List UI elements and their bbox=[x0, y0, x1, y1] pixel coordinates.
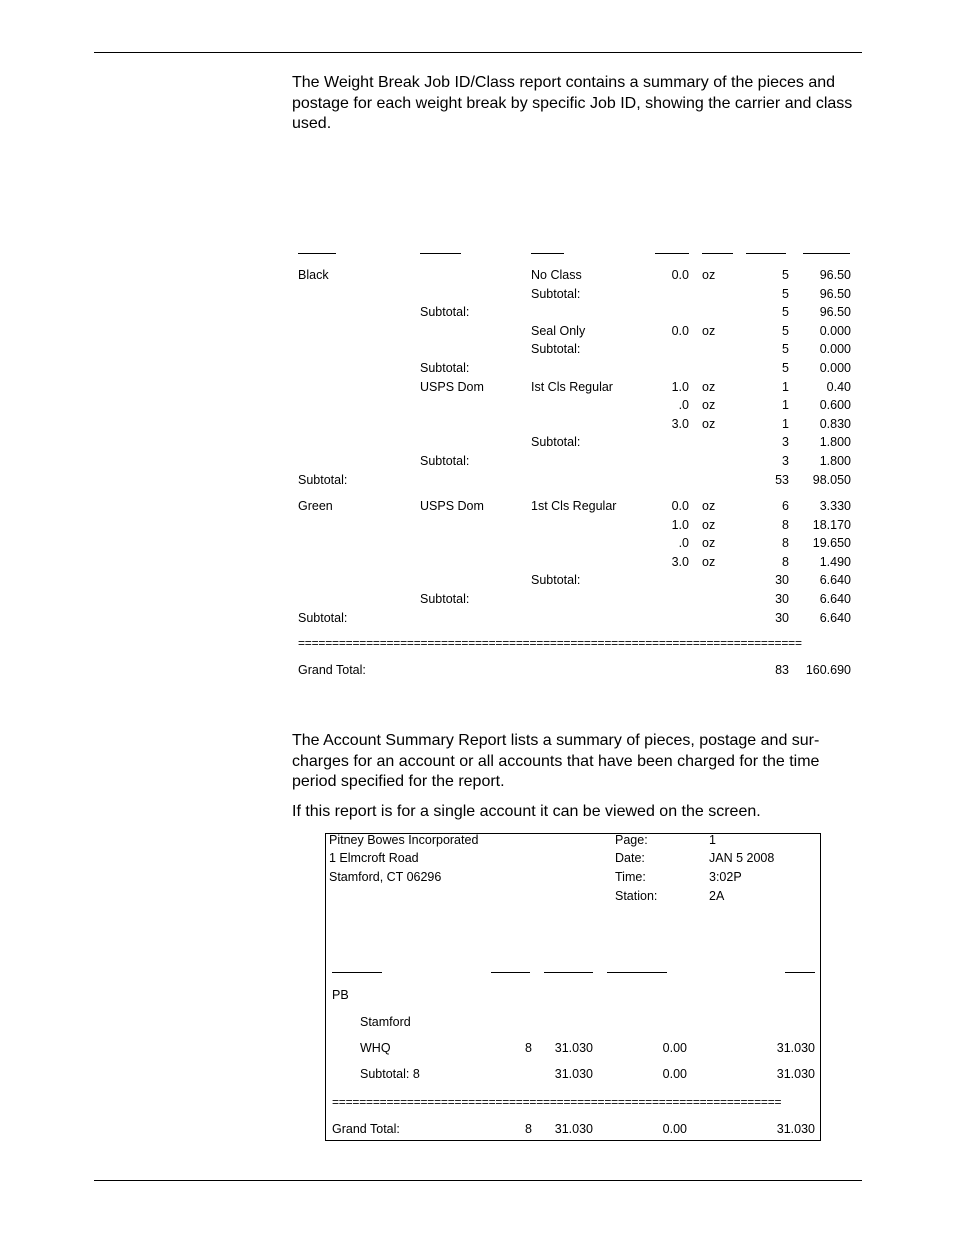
report-cell-pcs: 5 bbox=[782, 287, 789, 301]
time-value: 3:02P bbox=[709, 870, 742, 884]
report-cell-amt: 0.000 bbox=[819, 361, 851, 375]
grand-total-pieces: 8 bbox=[525, 1122, 532, 1136]
column-underline bbox=[803, 253, 850, 254]
report-separator: ========================================================================== bbox=[298, 636, 802, 650]
report-cell-amt: 0.000 bbox=[819, 342, 851, 356]
report-cell-amt: 6.640 bbox=[819, 611, 851, 625]
report-cell-pcs: 8 bbox=[782, 518, 789, 532]
report-cell-c2: Subtotal: bbox=[420, 454, 470, 468]
report-cell-amt: 0.000 bbox=[819, 324, 851, 338]
report-cell-pcs: 5 bbox=[782, 361, 789, 375]
report-cell-pcs: 53 bbox=[775, 473, 789, 487]
column-underline bbox=[746, 253, 786, 254]
report-cell-wt: 1.0 bbox=[671, 380, 689, 394]
report-cell-unit: oz bbox=[702, 380, 716, 394]
report-cell-pcs: 5 bbox=[782, 324, 789, 338]
report-cell-c3: No Class bbox=[531, 268, 582, 282]
report-cell-unit: oz bbox=[702, 398, 716, 412]
bottom-rule bbox=[94, 1180, 862, 1181]
report-cell-pcs: 1 bbox=[782, 417, 789, 431]
report-cell-pcs: 3 bbox=[782, 454, 789, 468]
station-value: 2A bbox=[709, 889, 725, 903]
single-account-paragraph: If this report is for a single account it can be viewed on the screen. bbox=[292, 803, 761, 820]
grand-total-label: Grand Total: bbox=[298, 663, 366, 677]
grand-total-label: Grand Total: bbox=[332, 1122, 400, 1136]
report-cell-c3: Subtotal: bbox=[531, 287, 581, 301]
report-cell-c2: USPS Dom bbox=[420, 499, 484, 513]
column-underline bbox=[655, 253, 689, 254]
report-cell-unit: oz bbox=[702, 499, 716, 513]
column-underline bbox=[491, 972, 530, 973]
report-cell-pcs: 8 bbox=[782, 555, 789, 569]
grand-total-postage: 31.030 bbox=[554, 1122, 593, 1136]
subtotal-total: 31.030 bbox=[776, 1067, 815, 1081]
report-cell-c2: Subtotal: bbox=[420, 305, 470, 319]
report-cell-amt: 0.600 bbox=[819, 398, 851, 412]
report-cell-amt: 19.650 bbox=[812, 536, 851, 550]
column-underline bbox=[607, 972, 667, 973]
report-cell-pcs: 5 bbox=[782, 305, 789, 319]
report-cell-pcs: 30 bbox=[775, 611, 789, 625]
report-cell-amt: 96.50 bbox=[819, 287, 851, 301]
report-cell-c2: USPS Dom bbox=[420, 380, 484, 394]
report-cell-c2: Subtotal: bbox=[420, 592, 470, 606]
company-name: Pitney Bowes Incorporated bbox=[329, 833, 479, 847]
report-cell-unit: oz bbox=[702, 324, 716, 338]
report-cell-pcs: 1 bbox=[782, 398, 789, 412]
report-cell-c3: Subtotal: bbox=[531, 342, 581, 356]
report-cell-amt: 6.640 bbox=[819, 573, 851, 587]
report-cell-c2: Subtotal: bbox=[420, 361, 470, 375]
row-postage: 31.030 bbox=[554, 1041, 593, 1055]
report-cell-c3: 1st Cls Regular bbox=[531, 499, 617, 513]
address-line-2: Stamford, CT 06296 bbox=[329, 870, 442, 884]
date-label: Date: bbox=[615, 851, 645, 865]
report-cell-unit: oz bbox=[702, 555, 716, 569]
report-cell-c3: Ist Cls Regular bbox=[531, 380, 613, 394]
report-cell-amt: 96.50 bbox=[819, 305, 851, 319]
report-cell-amt: 6.640 bbox=[819, 592, 851, 606]
subtotal-surcharge: 0.00 bbox=[662, 1067, 687, 1081]
report-cell-pcs: 30 bbox=[775, 573, 789, 587]
report-cell-amt: 1.800 bbox=[819, 435, 851, 449]
report-cell-amt: 96.50 bbox=[819, 268, 851, 282]
column-underline bbox=[420, 253, 461, 254]
column-underline bbox=[298, 253, 336, 254]
column-underline bbox=[785, 972, 815, 973]
row-pieces: 8 bbox=[525, 1041, 532, 1055]
report-cell-pcs: 8 bbox=[782, 536, 789, 550]
grand-total-surcharge: 0.00 bbox=[662, 1122, 687, 1136]
report-cell-c1: Green bbox=[298, 499, 333, 513]
account-name: PB bbox=[332, 988, 349, 1002]
report-cell-amt: 98.050 bbox=[812, 473, 851, 487]
report-cell-wt: 3.0 bbox=[671, 417, 689, 431]
report-separator: ================================================================== bbox=[332, 1095, 782, 1109]
column-underline bbox=[531, 253, 564, 254]
intro-paragraph: The Weight Break Job ID/Class report contains a summary of the pieces and postage for each weight break by specific Job ID, showing the carrier and class used. bbox=[292, 74, 853, 132]
report-cell-pcs: 1 bbox=[782, 380, 789, 394]
account-summary-paragraph: The Account Summary Report lists a summary of pieces, postage and sur-charges for an account or all accounts that have been charged for the time period specified for the report. bbox=[292, 732, 820, 790]
report-cell-wt: 1.0 bbox=[671, 518, 689, 532]
report-cell-unit: oz bbox=[702, 536, 716, 550]
report-cell-amt: 0.830 bbox=[819, 417, 851, 431]
report-cell-amt: 3.330 bbox=[819, 499, 851, 513]
report-cell-wt: 0.0 bbox=[671, 324, 689, 338]
report-cell-wt: 0.0 bbox=[671, 268, 689, 282]
report-cell-amt: 1.490 bbox=[819, 555, 851, 569]
report-cell-pcs: 5 bbox=[782, 342, 789, 356]
report-cell-pcs: 5 bbox=[782, 268, 789, 282]
page-value: 1 bbox=[709, 833, 716, 847]
top-rule bbox=[94, 52, 862, 53]
report-cell-pcs: 6 bbox=[782, 499, 789, 513]
address-line-1: 1 Elmcroft Road bbox=[329, 851, 419, 865]
report-cell-unit: oz bbox=[702, 268, 716, 282]
report-cell-c1: Black bbox=[298, 268, 329, 282]
report-cell-wt: 0.0 bbox=[671, 499, 689, 513]
report-cell-wt: 3.0 bbox=[671, 555, 689, 569]
report-cell-c3: Subtotal: bbox=[531, 573, 581, 587]
report-cell-unit: oz bbox=[702, 518, 716, 532]
report-cell-c3: Seal Only bbox=[531, 324, 586, 338]
subtotal-postage: 31.030 bbox=[554, 1067, 593, 1081]
report-cell-amt: 0.40 bbox=[826, 380, 851, 394]
column-underline bbox=[332, 972, 382, 973]
date-value: JAN 5 2008 bbox=[709, 851, 775, 865]
report-cell-pcs: 3 bbox=[782, 435, 789, 449]
row-label: WHQ bbox=[360, 1041, 391, 1055]
report-cell-c1: Subtotal: bbox=[298, 473, 348, 487]
grand-total-pieces: 83 bbox=[775, 663, 789, 677]
report-cell-wt: .0 bbox=[678, 398, 689, 412]
report-cell-amt: 18.170 bbox=[812, 518, 851, 532]
report-cell-unit: oz bbox=[702, 417, 716, 431]
report-cell-c1: Subtotal: bbox=[298, 611, 348, 625]
report-cell-wt: .0 bbox=[678, 536, 689, 550]
row-total: 31.030 bbox=[776, 1041, 815, 1055]
row-surcharge: 0.00 bbox=[662, 1041, 687, 1055]
sub-account-name: Stamford bbox=[360, 1015, 411, 1029]
time-label: Time: bbox=[615, 870, 646, 884]
subtotal-label: Subtotal: 8 bbox=[360, 1067, 420, 1081]
grand-total-amount: 160.690 bbox=[805, 663, 851, 677]
page-label: Page: bbox=[615, 833, 648, 847]
column-underline bbox=[544, 972, 593, 973]
grand-total-total: 31.030 bbox=[776, 1122, 815, 1136]
station-label: Station: bbox=[615, 889, 658, 903]
report-cell-amt: 1.800 bbox=[819, 454, 851, 468]
column-underline bbox=[702, 253, 733, 254]
report-cell-pcs: 30 bbox=[775, 592, 789, 606]
report-cell-c3: Subtotal: bbox=[531, 435, 581, 449]
